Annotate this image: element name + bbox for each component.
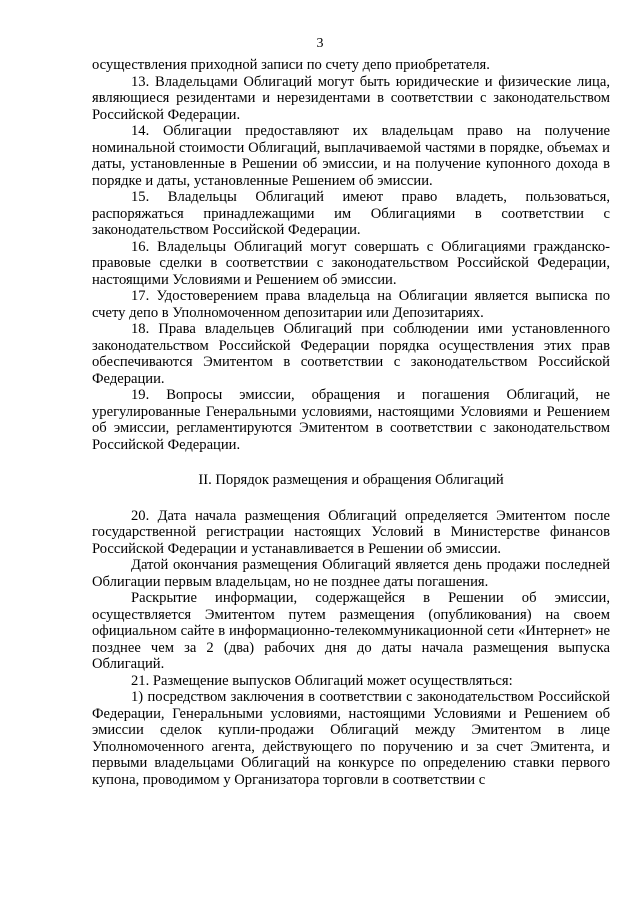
paragraph: 19. Вопросы эмиссии, обращения и погашения Облигаций, не урегулированные Генеральными условиями, настоящими Условиями и Решением об эмиссии, регламентируются Эмитентом в соответствии с законодательством Российской Федерации. bbox=[92, 387, 610, 453]
paragraph: Датой окончания размещения Облигаций является день продажи последней Облигации первым владельцам, но не позднее даты погашения. bbox=[92, 557, 610, 590]
page-number: 3 bbox=[316, 36, 324, 51]
paragraphs-after-section bbox=[92, 508, 610, 789]
paragraph: 14. Облигации предоставляют их владельцам право на получение номинальной стоимости Облигаций, выплачиваемой частями в порядке, объемах и даты, установленные в Решении об эмиссии, и на получение купонного дохода в порядке и даты, установленные Решением об эмиссии. bbox=[92, 123, 610, 189]
paragraphs-before-section bbox=[92, 57, 610, 453]
section-heading: II. Порядок размещения и обращения Облигаций bbox=[198, 472, 504, 488]
paragraph: осуществления приходной записи по счету депо приобретателя. bbox=[92, 57, 490, 73]
paragraph: 15. Владельцы Облигаций имеют право владеть, пользоваться, распоряжаться принадлежащими им Облигациями в соответствии с законодательством Российской Федерации. bbox=[92, 189, 610, 238]
paragraph: Раскрытие информации, содержащейся в Решении об эмиссии, осуществляется Эмитентом путем размещения (опубликования) на своем официальном сайте в информационно-телекоммуникационной сети «Интернет» не позднее чем за 2 (два) рабочих дня до даты начала размещения выпуска Облигаций. bbox=[92, 590, 610, 672]
paragraph: 21. Размещение выпусков Облигаций может осуществляться: bbox=[131, 672, 513, 689]
document-body bbox=[92, 57, 610, 788]
paragraph: 1) посредством заключения в соответствии с законодательством Российской Федерации, Генеральными условиями, настоящими Условиями и Решением об эмиссии сделок купли-продажи Облигаций между Эмитентом в лице Уполномоченного агента, действующего по поручению и за счет Эмитента, и первыми владельцами Облигаций на конкурсе по определению ставки первого купона, проводимом у Организатора торговли в соответствии с bbox=[92, 689, 610, 788]
paragraph: 16. Владельцы Облигаций могут совершать с Облигациями гражданско-правовые сделки в соответствии с законодательством Российской Федерации, настоящими Условиями и Решением об эмиссии. bbox=[92, 238, 610, 288]
paragraph: 13. Владельцами Облигаций могут быть юридические и физические лица, являющиеся резидентами и нерезидентами в соответствии с законодательством Российской Федерации. bbox=[92, 73, 610, 123]
paragraph: 17. Удостоверением права владельца на Облигации является выписка по счету депо в Уполномоченном депозитарии или Депозитариях. bbox=[92, 288, 610, 321]
paragraph: 20. Дата начала размещения Облигаций определяется Эмитентом после государственной регистрации настоящих Условий в Министерстве финансов Российской Федерации и устанавливается в Решении об эмиссии. bbox=[92, 507, 610, 557]
paragraph: 18. Права владельцев Облигаций при соблюдении ими установленного законодательством Российской Федерации порядка осуществления этих прав обеспечиваются Эмитентом в соответствии с законодательством Российской Федерации. bbox=[92, 321, 610, 387]
